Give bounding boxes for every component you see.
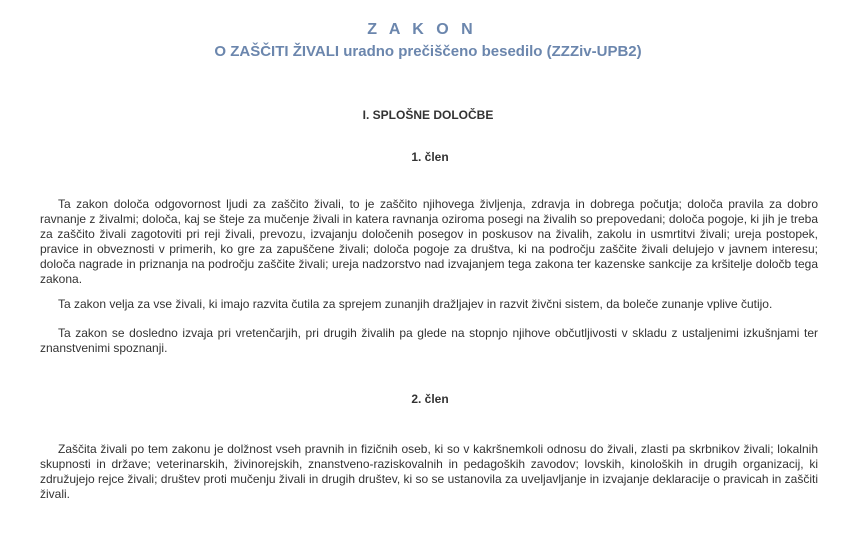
article-1-heading: 1. člen xyxy=(411,150,449,164)
article-1-paragraph-3: Ta zakon se dosledno izvaja pri vretenčarjih, pri drugih živalih pa glede na stopnjo njihove občutljivosti v skladu z ustaljenimi izkušnjami ter znanstvenimi spoznanji. xyxy=(40,326,818,355)
article-2-heading: 2. člen xyxy=(411,392,449,406)
article-2-paragraph-1: Zaščita živali po tem zakonu je dolžnost vseh pravnih in fizičnih oseb, ki so v kakršnemkoli odnosu do živali, zlasti pa skrbnikov živali; lokalnih skupnosti in države; veterinarskih, živinorejskih, znanstveno-raziskovalnih in pedagoških zavodov; lovskih, kinoloških in drugih organizacij, ki združujejo rejce živali; društev proti mučenju živali in drugih društev, ki so se ustanovila za uveljavljanje in izvajanje deklaracije o pravicah in zaščiti živali. xyxy=(40,442,818,501)
article-1-paragraph-2: Ta zakon velja za vse živali, ki imajo razvita čutila za sprejem zunanjih dražljajev in razvit živčni sistem, da boleče zunanje vplive čutijo. xyxy=(58,297,773,311)
law-subtitle: O ZAŠČITI ŽIVALI uradno prečiščeno besedilo (ZZZiv-UPB2) xyxy=(214,43,642,60)
section-heading: I. SPLOŠNE DOLOČBE xyxy=(362,108,494,122)
law-title: Z A K O N xyxy=(367,21,477,38)
article-1-paragraph-1: Ta zakon določa odgovornost ljudi za zaščito živali, to je zaščito njihovega življenja, zdravja in dobrega počutja; določa pravila za dobro ravnanje z živalmi; določa, kaj se šteje za mučenje živali in katera ravnanja oziroma posegi na živalih so prepovedani; določa pogoje, ki jih je treba za zaščito živali zagotoviti pri reji živali, prevozu, izvajanju določenih posegov in poskusov na živalih, zakolu in usmrtitvi živali; ureja postopek, pravice in obveznosti v primerih, ko gre za zapuščene živali; določa pogoje za društva, ki na področju zaščite živali delujejo v javnem interesu; določa nagrade in priznanja na področju zaščite živali; ureja nadzorstvo nad izvajanjem tega zakona ter kazenske sankcije za kršitelje določb tega zakona. xyxy=(40,197,818,286)
